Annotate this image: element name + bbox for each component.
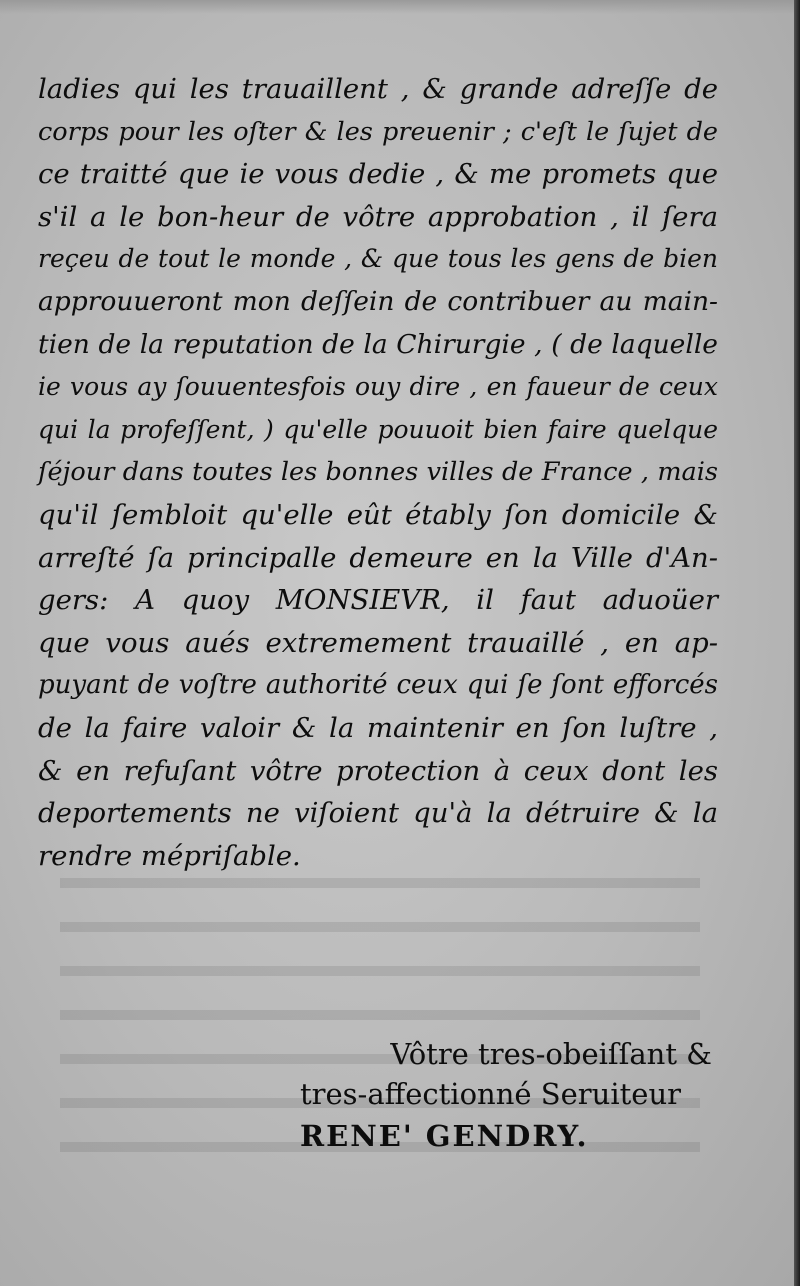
text-line: deportements ne viſoient qu'à la détruire & la (38, 797, 718, 830)
text-line: corps pour les oſter & les preuenir ; c'eſt le ſujet de (38, 116, 718, 147)
signatory-name: RENE' GENDRY. (300, 1119, 589, 1153)
signature-block (300, 1034, 720, 1158)
text-line: puyant de voſtre authorité ceux qui ſe ſont efforcés (38, 670, 718, 701)
page-edge (794, 0, 800, 1286)
closing-line: Vôtre tres-obeiſſant & (390, 1037, 712, 1071)
text-line: rendre mépriſable. (38, 839, 301, 872)
text-line: que vous aués extremement trauaillé , en ap- (38, 626, 718, 659)
text-line: reçeu de tout le monde , & que tous les gens de bien (38, 244, 718, 274)
dedication-text (38, 68, 718, 877)
text-line: approuueront mon deſſein de contribuer au main- (38, 285, 718, 317)
text-line: ſéjour dans toutes les bonnes villes de France , mais (38, 457, 718, 488)
text-line: de la faire valoir & la maintenir en ſon luſtre , (38, 711, 718, 744)
text-line: ladies qui les trauaillent , & grande adreſſe de (38, 73, 718, 105)
text-line: ce traitté que ie vous dedie , & me promets que (38, 158, 718, 191)
closing-line: tres-affectionné Seruiteur (300, 1077, 681, 1111)
page-top-shadow (0, 0, 796, 14)
text-line: arreſté ſa principalle demeure en la Ville d'An- (38, 541, 718, 574)
text-line: qui la profeſſent, ) qu'elle pouuoit bien faire quelque (38, 414, 718, 444)
text-line: ie vous ay ſouuentesfois ouy dire , en faueur de ceux (38, 372, 718, 402)
text-line: s'il a le bon-heur de vôtre approbation , il ſera (38, 200, 718, 233)
text-line: qu'il ſembloit qu'elle eût étably ſon domicile & (38, 498, 718, 531)
text-line: & en refuſant vôtre protection à ceux dont les (38, 754, 718, 787)
text-line: tien de la reputation de la Chirurgie , ( de laquelle (38, 328, 718, 360)
text-line: gers: A quoy MONSIEVR, il faut aduoüer (38, 584, 718, 617)
